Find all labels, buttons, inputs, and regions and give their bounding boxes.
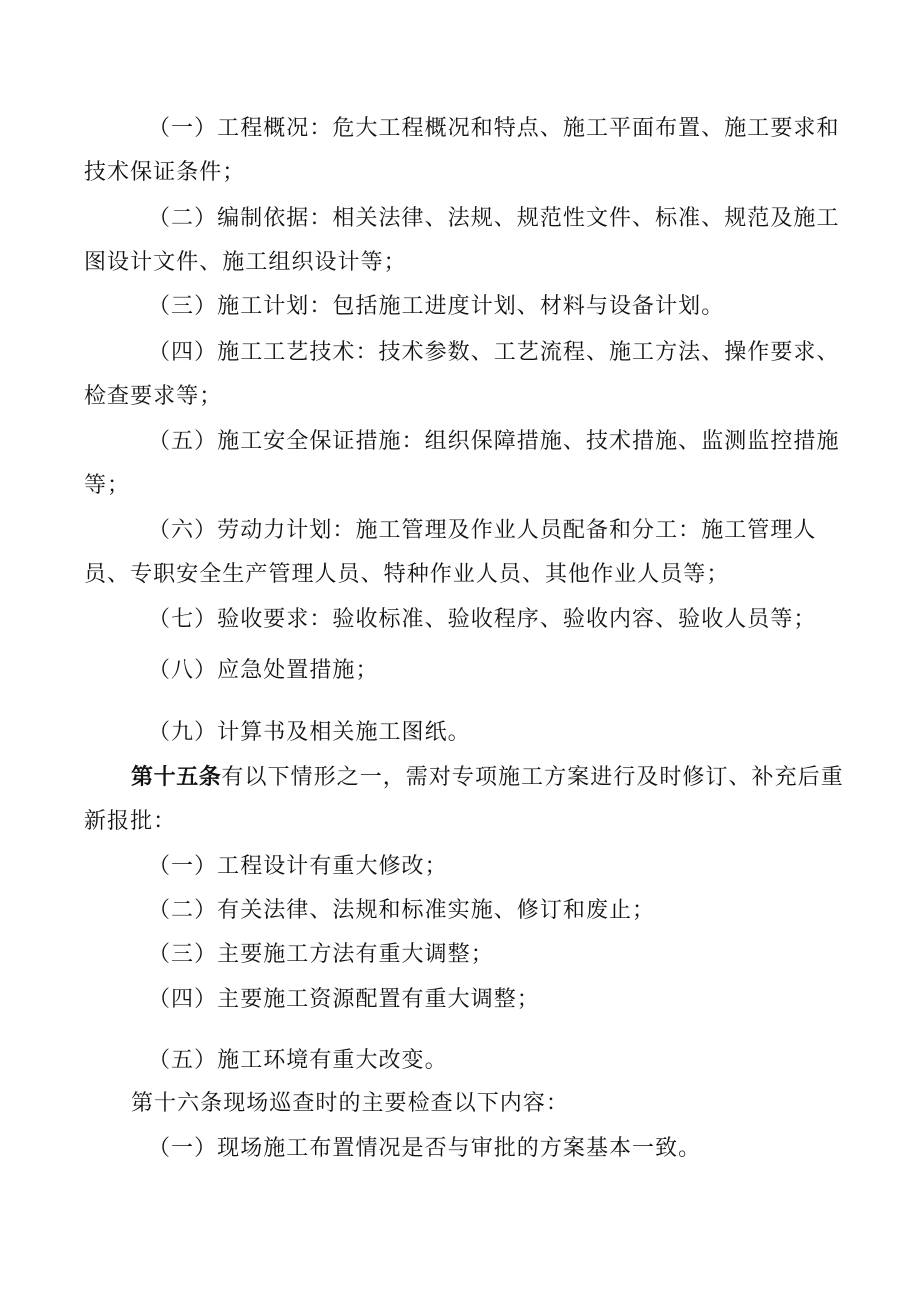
list-item-design-change: （一）工程设计有重大修改； (148, 854, 448, 879)
article-16-heading: 第十六条现场巡查时的主要检查以下内容： (131, 1091, 569, 1116)
list-item-method-change: （三）主要施工方法有重大调整； (148, 942, 494, 967)
article-15-label: 第十五条 (131, 765, 222, 790)
article-15-heading (131, 763, 844, 793)
list-item-technology-cont: 检查要求等； (84, 384, 223, 409)
list-item-law-change: （二）有关法律、法规和标准实施、修订和废止； (148, 898, 656, 923)
list-item-labor-cont: 员、专职安全生产管理人员、特种作业人员、其他作业人员等； (84, 562, 730, 587)
list-item-labor: （六）劳动力计划：施工管理及作业人员配备和分工：施工管理人 (148, 518, 817, 543)
list-item-calculation: （九）计算书及相关施工图纸。 (148, 720, 471, 745)
list-item-basis-cont: 图设计文件、施工组织设计等； (84, 250, 407, 275)
article-15-heading-cont: 新报批： (84, 809, 177, 834)
list-item-acceptance: （七）验收要求：验收标准、验收程序、验收内容、验收人员等； (148, 607, 817, 632)
list-item-overview: （一）工程概况：危大工程概况和特点、施工平面布置、施工要求和 (148, 116, 840, 141)
list-item-basis: （二）编制依据：相关法律、法规、规范性文件、标准、规范及施工 (148, 206, 840, 231)
list-item-safety: （五）施工安全保证措施：组织保障措施、技术措施、监测监控措施 (148, 429, 840, 454)
list-item-plan: （三）施工计划：包括施工进度计划、材料与设备计划。 (148, 294, 725, 319)
list-item-technology: （四）施工工艺技术：技术参数、工艺流程、施工方法、操作要求、 (148, 340, 840, 365)
list-item-layout-check: （一）现场施工布置情况是否与审批的方案基本一致。 (148, 1136, 702, 1161)
list-item-overview-cont: 技术保证条件； (84, 160, 246, 185)
list-item-emergency: （八）应急处置措施； (148, 658, 379, 683)
list-item-environment-change: （五）施工环境有重大改变。 (148, 1048, 448, 1073)
list-item-resource-change: （四）主要施工资源配置有重大调整； (148, 987, 540, 1012)
list-item-safety-cont: 等； (84, 473, 131, 498)
article-15-text: 有以下情形之一，需对专项施工方案进行及时修订、补充后重 (221, 765, 844, 790)
